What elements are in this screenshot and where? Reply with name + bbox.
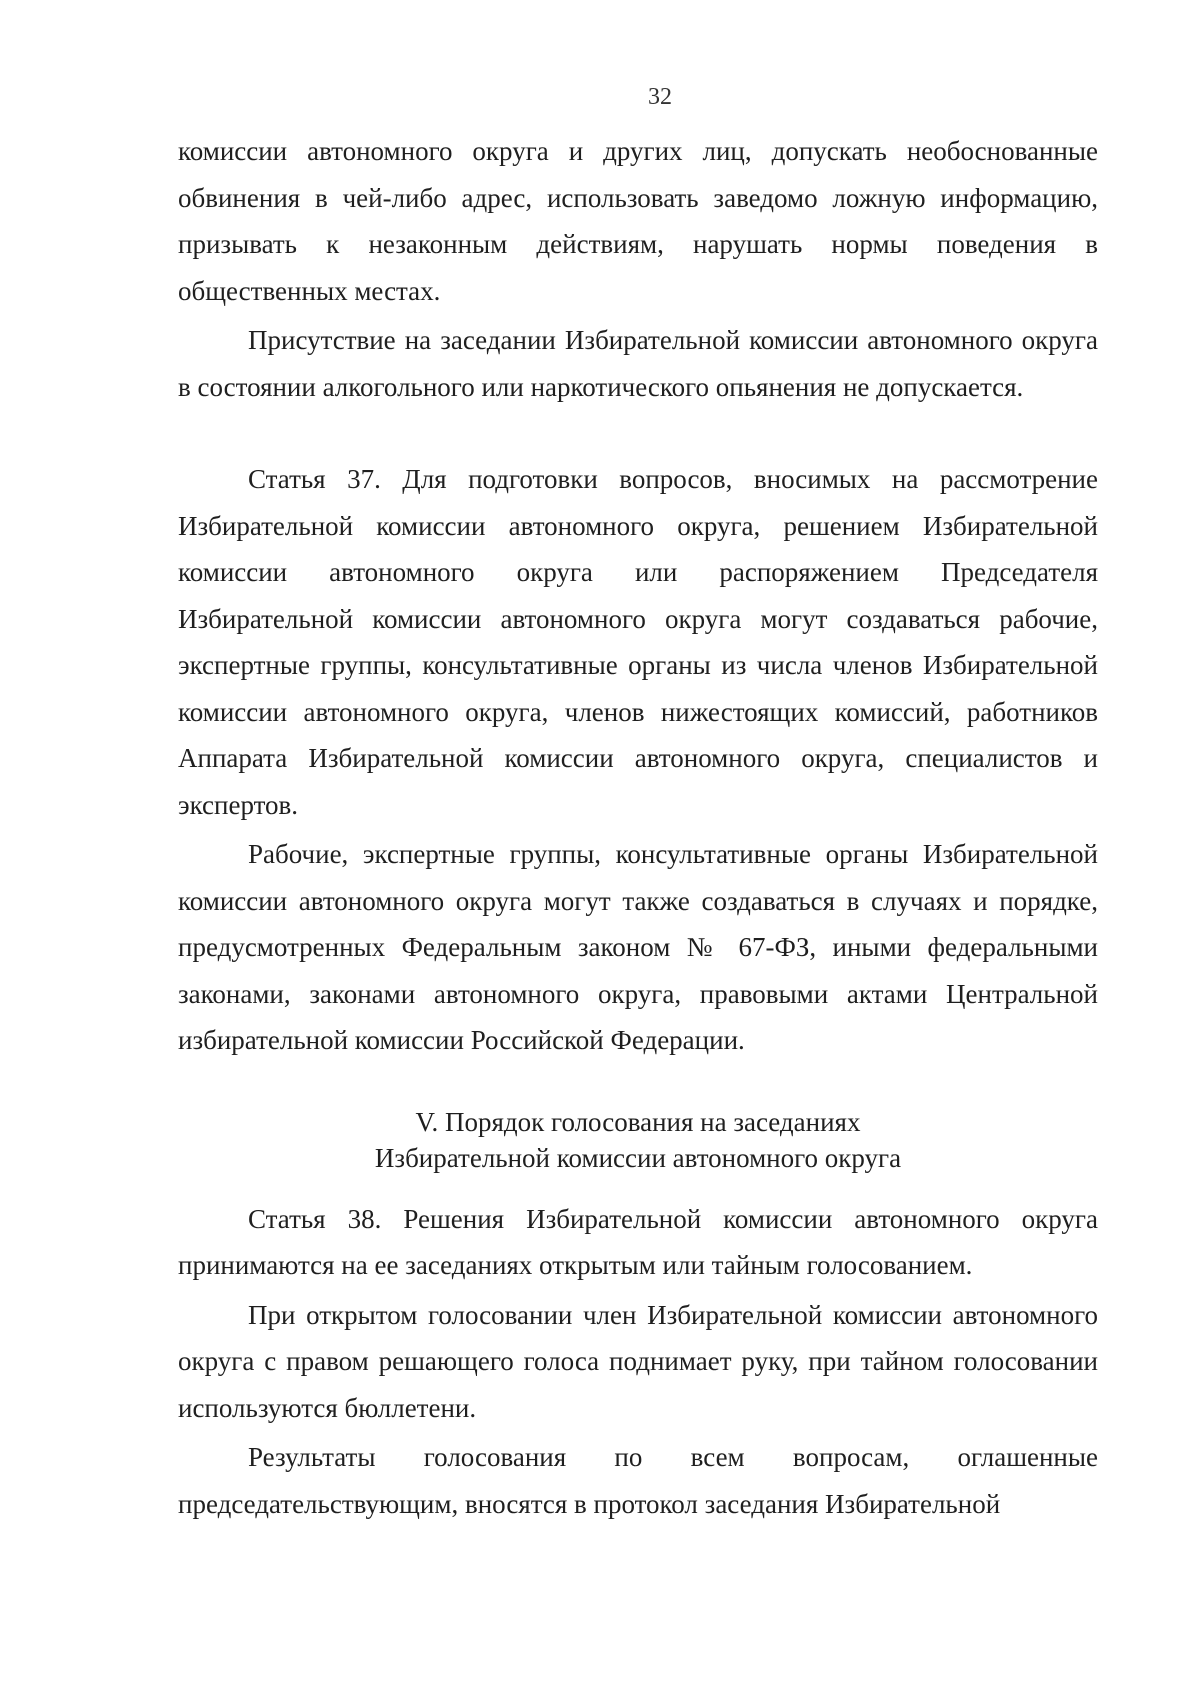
paragraph-voting-results: Результаты голосования по всем вопросам, оглашенные председательствующим, вносятся в протокол заседания Избирательной <box>178 1442 1098 1519</box>
page-number: 32 <box>648 84 672 110</box>
section-heading <box>178 1104 1098 1176</box>
document-body <box>178 128 1098 1527</box>
section-heading-line-2: Избирательной комиссии автономного округа <box>374 1142 902 1173</box>
paragraph-article-37: Статья 37. Для подготовки вопросов, вносимых на рассмотрение Избирательной комиссии автономного округа, решением Избирательной комиссии автономного округа или распоряжением Председателя Избирательной комиссии автономного округа могут создаваться рабочие, экспертные группы, консультативные органы из числа членов Избирательной комиссии автономного округа, членов нижестоящих комиссий, работников Аппарата Избирательной комиссии автономного округа, специалистов и экспертов. <box>178 464 1098 820</box>
paragraph-article-38: Статья 38. Решения Избирательной комиссии автономного округа принимаются на ее заседаниях открытым или тайным голосованием. <box>178 1203 1098 1280</box>
paragraph-continuation: комиссии автономного округа и других лиц, допускать необоснованные обвинения в чей-либо адрес, использовать заведомо ложную информацию, призывать к незаконным действиям, нарушать нормы поведения в общественных местах. <box>178 136 1098 306</box>
section-heading-line-1: V. Порядок голосования на заседаниях <box>415 1106 861 1137</box>
paragraph-presence-rule: Присутствие на заседании Избирательной комиссии автономного округа в состоянии алкогольного или наркотического опьянения не допускается. <box>178 325 1098 402</box>
paragraph-open-voting: При открытом голосовании член Избирательной комиссии автономного округа с правом решающего голоса поднимает руку, при тайном голосовании используются бюллетени. <box>178 1299 1098 1423</box>
paragraph-working-groups: Рабочие, экспертные группы, консультативные органы Избирательной комиссии автономного округа могут также создаваться в случаях и порядке, предусмотренных Федеральным законом № 67-ФЗ, иными федеральными законами, законами автономного округа, правовыми актами Центральной избирательной комиссии Российской Федерации. <box>178 839 1098 1055</box>
